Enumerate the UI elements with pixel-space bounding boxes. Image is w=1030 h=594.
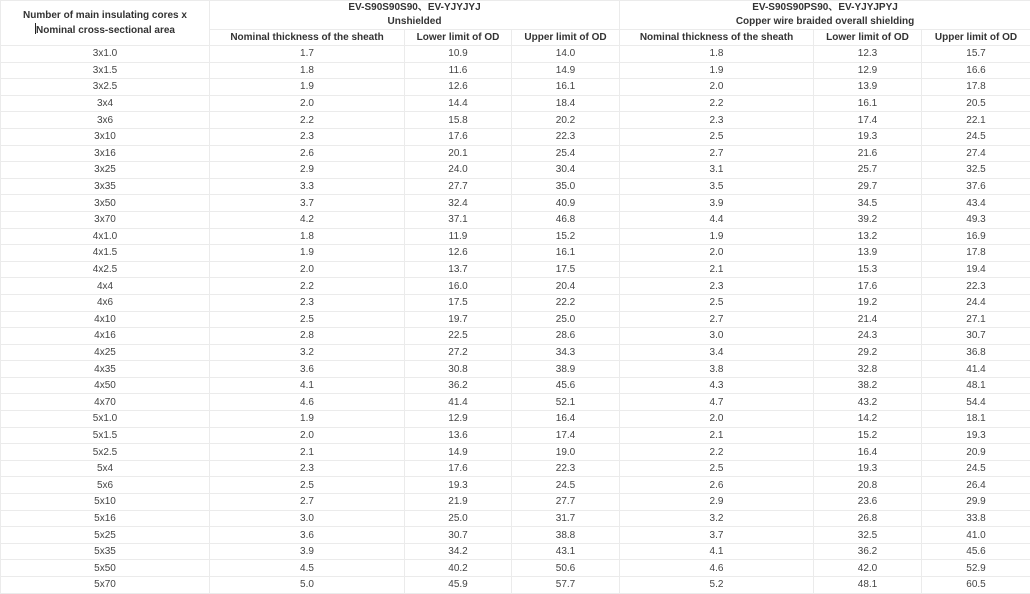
unshielded-upper-od-cell: 22.2: [512, 294, 620, 311]
unshielded-thickness-cell: 2.2: [210, 112, 405, 129]
unshielded-thickness-cell: 1.7: [210, 46, 405, 63]
table-row: [1, 394, 1030, 411]
core-area-cell: 4x1.5: [1, 245, 210, 262]
unshielded-thickness-cell: 5.0: [210, 577, 405, 594]
unshielded-lower-od-cell: 24.0: [405, 162, 512, 179]
unshielded-upper-od-cell: 16.1: [512, 79, 620, 96]
unshielded-thickness-cell: 2.3: [210, 128, 405, 145]
core-area-cell: 4x1.0: [1, 228, 210, 245]
core-area-cell: 4x2.5: [1, 261, 210, 278]
shielded-thickness-cell: 1.9: [620, 228, 814, 245]
unshielded-lower-od-cell: 32.4: [405, 195, 512, 212]
shielded-thickness-cell: 3.4: [620, 344, 814, 361]
unshielded-upper-od-cell: 43.1: [512, 543, 620, 560]
shielded-upper-od-cell: 30.7: [922, 328, 1030, 345]
shielded-lower-od-cell: 36.2: [814, 543, 922, 560]
unshielded-upper-od-cell: 40.9: [512, 195, 620, 212]
core-header-line2: Nominal cross-sectional area: [36, 25, 175, 36]
core-area-cell: 5x70: [1, 577, 210, 594]
table-row: [1, 128, 1030, 145]
unshielded-upper-od-cell: 24.5: [512, 477, 620, 494]
unshielded-lower-od-cell: 27.2: [405, 344, 512, 361]
table-row: [1, 527, 1030, 544]
core-area-cell: 5x4: [1, 460, 210, 477]
shielded-lower-od-cell: 23.6: [814, 494, 922, 511]
shielded-thickness-cell: 2.7: [620, 311, 814, 328]
unshielded-lower-od-cell: 21.9: [405, 494, 512, 511]
unshielded-thickness-cell: 2.5: [210, 311, 405, 328]
unshielded-thickness-cell: 2.5: [210, 477, 405, 494]
shielded-lower-od-cell: 15.2: [814, 427, 922, 444]
unshielded-upper-od-cell: 30.4: [512, 162, 620, 179]
unshielded-upper-od-cell: 18.4: [512, 95, 620, 112]
shielded-upper-od-cell: 60.5: [922, 577, 1030, 594]
core-area-cell: 5x1.0: [1, 411, 210, 428]
unshielded-lower-od-cell: 19.3: [405, 477, 512, 494]
shielded-lower-od-cell: 25.7: [814, 162, 922, 179]
unshielded-model-names: EV-S90S90S90、EV-YJYJYJ: [210, 1, 619, 15]
unshielded-thickness-cell: 2.1: [210, 444, 405, 461]
table-row: [1, 311, 1030, 328]
unshielded-upper-od-header: Upper limit of OD: [512, 30, 620, 46]
table-row: [1, 510, 1030, 527]
shielded-label: Copper wire braided overall shielding: [620, 15, 1030, 29]
shielded-upper-od-cell: 41.4: [922, 361, 1030, 378]
shielded-lower-od-cell: 21.4: [814, 311, 922, 328]
unshielded-thickness-cell: 4.2: [210, 211, 405, 228]
unshielded-upper-od-cell: 27.7: [512, 494, 620, 511]
unshielded-upper-od-cell: 20.2: [512, 112, 620, 129]
unshielded-thickness-cell: 3.7: [210, 195, 405, 212]
shielded-group-header: [620, 1, 1030, 30]
unshielded-upper-od-cell: 20.4: [512, 278, 620, 295]
unshielded-thickness-cell: 1.9: [210, 79, 405, 96]
shielded-upper-od-cell: 17.8: [922, 79, 1030, 96]
shielded-thickness-cell: 1.8: [620, 46, 814, 63]
unshielded-upper-od-cell: 17.4: [512, 427, 620, 444]
shielded-lower-od-cell: 17.6: [814, 278, 922, 295]
shielded-lower-od-cell: 32.5: [814, 527, 922, 544]
unshielded-thickness-cell: 4.6: [210, 394, 405, 411]
table-header-row-groups: [1, 1, 1030, 30]
table-row: [1, 228, 1030, 245]
table-row: [1, 361, 1030, 378]
unshielded-thickness-cell: 2.3: [210, 460, 405, 477]
core-area-cell: 3x1.5: [1, 62, 210, 79]
shielded-upper-od-cell: 49.3: [922, 211, 1030, 228]
shielded-lower-od-cell: 14.2: [814, 411, 922, 428]
core-area-cell: 4x35: [1, 361, 210, 378]
table-row: [1, 112, 1030, 129]
core-area-cell: 5x6: [1, 477, 210, 494]
shielded-thickness-cell: 4.7: [620, 394, 814, 411]
core-area-cell: 5x35: [1, 543, 210, 560]
shielded-lower-od-cell: 34.5: [814, 195, 922, 212]
unshielded-group-header: [210, 1, 620, 30]
unshielded-upper-od-cell: 50.6: [512, 560, 620, 577]
shielded-lower-od-cell: 21.6: [814, 145, 922, 162]
unshielded-upper-od-cell: 16.1: [512, 245, 620, 262]
table-row: [1, 494, 1030, 511]
shielded-lower-od-cell: 19.3: [814, 460, 922, 477]
unshielded-thickness-cell: 2.8: [210, 328, 405, 345]
shielded-upper-od-cell: 27.1: [922, 311, 1030, 328]
shielded-lower-od-header: Lower limit of OD: [814, 30, 922, 46]
table-row: [1, 377, 1030, 394]
table-row: [1, 444, 1030, 461]
unshielded-thickness-cell: 2.6: [210, 145, 405, 162]
unshielded-lower-od-cell: 40.2: [405, 560, 512, 577]
shielded-thickness-cell: 2.0: [620, 245, 814, 262]
shielded-upper-od-cell: 54.4: [922, 394, 1030, 411]
shielded-thickness-cell: 2.5: [620, 128, 814, 145]
unshielded-thickness-cell: 1.8: [210, 62, 405, 79]
unshielded-upper-od-cell: 38.9: [512, 361, 620, 378]
shielded-thickness-cell: 2.2: [620, 444, 814, 461]
unshielded-upper-od-cell: 38.8: [512, 527, 620, 544]
table-row: [1, 577, 1030, 594]
table-row: [1, 543, 1030, 560]
shielded-thickness-cell: 4.6: [620, 560, 814, 577]
shielded-thickness-cell: 4.4: [620, 211, 814, 228]
unshielded-thickness-cell: 2.0: [210, 261, 405, 278]
shielded-upper-od-cell: 43.4: [922, 195, 1030, 212]
unshielded-lower-od-cell: 11.6: [405, 62, 512, 79]
core-area-cell: 3x1.0: [1, 46, 210, 63]
shielded-upper-od-cell: 20.9: [922, 444, 1030, 461]
table-body: [1, 46, 1030, 594]
shielded-lower-od-cell: 29.7: [814, 178, 922, 195]
unshielded-lower-od-header: Lower limit of OD: [405, 30, 512, 46]
table-row: [1, 477, 1030, 494]
unshielded-upper-od-cell: 46.8: [512, 211, 620, 228]
unshielded-thickness-cell: 3.0: [210, 510, 405, 527]
core-area-cell: 4x70: [1, 394, 210, 411]
unshielded-upper-od-cell: 28.6: [512, 328, 620, 345]
shielded-thickness-cell: 2.7: [620, 145, 814, 162]
core-area-cell: 5x50: [1, 560, 210, 577]
unshielded-upper-od-cell: 35.0: [512, 178, 620, 195]
table-row: [1, 294, 1030, 311]
unshielded-lower-od-cell: 22.5: [405, 328, 512, 345]
shielded-thickness-cell: 2.3: [620, 278, 814, 295]
shielded-upper-od-cell: 20.5: [922, 95, 1030, 112]
shielded-upper-od-cell: 22.1: [922, 112, 1030, 129]
shielded-lower-od-cell: 48.1: [814, 577, 922, 594]
shielded-upper-od-cell: 17.8: [922, 245, 1030, 262]
shielded-upper-od-cell: 15.7: [922, 46, 1030, 63]
unshielded-lower-od-cell: 15.8: [405, 112, 512, 129]
unshielded-thickness-cell: 1.8: [210, 228, 405, 245]
shielded-upper-od-cell: 32.5: [922, 162, 1030, 179]
shielded-thickness-cell: 2.5: [620, 294, 814, 311]
core-area-cell: 5x2.5: [1, 444, 210, 461]
shielded-thickness-cell: 4.1: [620, 543, 814, 560]
unshielded-lower-od-cell: 19.7: [405, 311, 512, 328]
shielded-thickness-cell: 5.2: [620, 577, 814, 594]
unshielded-lower-od-cell: 17.5: [405, 294, 512, 311]
shielded-thickness-cell: 2.3: [620, 112, 814, 129]
shielded-thickness-cell: 3.5: [620, 178, 814, 195]
shielded-thickness-cell: 2.1: [620, 261, 814, 278]
core-area-cell: 3x70: [1, 211, 210, 228]
table-row: [1, 560, 1030, 577]
shielded-lower-od-cell: 12.9: [814, 62, 922, 79]
core-area-cell: 5x10: [1, 494, 210, 511]
shielded-lower-od-cell: 12.3: [814, 46, 922, 63]
unshielded-lower-od-cell: 17.6: [405, 460, 512, 477]
unshielded-lower-od-cell: 30.7: [405, 527, 512, 544]
shielded-upper-od-cell: 29.9: [922, 494, 1030, 511]
shielded-upper-od-cell: 18.1: [922, 411, 1030, 428]
unshielded-upper-od-cell: 16.4: [512, 411, 620, 428]
shielded-model-names: EV-S90S90PS90、EV-YJYJPYJ: [620, 1, 1030, 15]
unshielded-thickness-cell: 3.3: [210, 178, 405, 195]
table-row: [1, 178, 1030, 195]
shielded-thickness-cell: 2.5: [620, 460, 814, 477]
unshielded-lower-od-cell: 13.7: [405, 261, 512, 278]
shielded-thickness-cell: 3.8: [620, 361, 814, 378]
core-area-cell: 3x50: [1, 195, 210, 212]
table-row: [1, 46, 1030, 63]
unshielded-lower-od-cell: 37.1: [405, 211, 512, 228]
shielded-thickness-cell: 3.2: [620, 510, 814, 527]
unshielded-thickness-cell: 4.1: [210, 377, 405, 394]
shielded-lower-od-cell: 19.3: [814, 128, 922, 145]
unshielded-upper-od-cell: 25.4: [512, 145, 620, 162]
shielded-thickness-cell: 2.0: [620, 411, 814, 428]
table-row: [1, 460, 1030, 477]
unshielded-thickness-header: Nominal thickness of the sheath: [210, 30, 405, 46]
shielded-upper-od-cell: 52.9: [922, 560, 1030, 577]
shielded-thickness-cell: 2.0: [620, 79, 814, 96]
unshielded-lower-od-cell: 12.9: [405, 411, 512, 428]
table-row: [1, 79, 1030, 96]
unshielded-lower-od-cell: 14.4: [405, 95, 512, 112]
unshielded-upper-od-cell: 22.3: [512, 128, 620, 145]
shielded-upper-od-cell: 26.4: [922, 477, 1030, 494]
shielded-thickness-cell: 3.1: [620, 162, 814, 179]
unshielded-lower-od-cell: 10.9: [405, 46, 512, 63]
shielded-lower-od-cell: 38.2: [814, 377, 922, 394]
shielded-thickness-cell: 3.0: [620, 328, 814, 345]
unshielded-thickness-cell: 4.5: [210, 560, 405, 577]
shielded-upper-od-cell: 36.8: [922, 344, 1030, 361]
shielded-upper-od-cell: 24.4: [922, 294, 1030, 311]
core-area-cell: 3x6: [1, 112, 210, 129]
table-row: [1, 162, 1030, 179]
core-area-cell: 3x25: [1, 162, 210, 179]
unshielded-upper-od-cell: 31.7: [512, 510, 620, 527]
shielded-thickness-cell: 2.2: [620, 95, 814, 112]
table-row: [1, 278, 1030, 295]
table-row: [1, 95, 1030, 112]
unshielded-upper-od-cell: 17.5: [512, 261, 620, 278]
unshielded-thickness-cell: 3.6: [210, 361, 405, 378]
shielded-lower-od-cell: 42.0: [814, 560, 922, 577]
unshielded-thickness-cell: 1.9: [210, 245, 405, 262]
shielded-upper-od-cell: 24.5: [922, 460, 1030, 477]
core-area-cell: 4x16: [1, 328, 210, 345]
unshielded-upper-od-cell: 22.3: [512, 460, 620, 477]
unshielded-thickness-cell: 3.9: [210, 543, 405, 560]
core-area-cell: 3x4: [1, 95, 210, 112]
unshielded-thickness-cell: 2.2: [210, 278, 405, 295]
table-row: [1, 427, 1030, 444]
shielded-lower-od-cell: 29.2: [814, 344, 922, 361]
unshielded-lower-od-cell: 30.8: [405, 361, 512, 378]
unshielded-lower-od-cell: 14.9: [405, 444, 512, 461]
shielded-lower-od-cell: 16.4: [814, 444, 922, 461]
shielded-upper-od-header: Upper limit of OD: [922, 30, 1030, 46]
shielded-upper-od-cell: 19.3: [922, 427, 1030, 444]
unshielded-upper-od-cell: 14.0: [512, 46, 620, 63]
shielded-thickness-cell: 1.9: [620, 62, 814, 79]
core-area-cell: 5x1.5: [1, 427, 210, 444]
table-row: [1, 145, 1030, 162]
unshielded-label: Unshielded: [210, 15, 619, 29]
shielded-lower-od-cell: 43.2: [814, 394, 922, 411]
unshielded-upper-od-cell: 52.1: [512, 394, 620, 411]
unshielded-lower-od-cell: 36.2: [405, 377, 512, 394]
core-area-cell: 4x4: [1, 278, 210, 295]
shielded-lower-od-cell: 19.2: [814, 294, 922, 311]
shielded-thickness-cell: 2.1: [620, 427, 814, 444]
core-area-cell: 3x2.5: [1, 79, 210, 96]
core-area-cell: 4x50: [1, 377, 210, 394]
shielded-upper-od-cell: 48.1: [922, 377, 1030, 394]
shielded-thickness-cell: 3.7: [620, 527, 814, 544]
shielded-thickness-cell: 2.6: [620, 477, 814, 494]
shielded-lower-od-cell: 17.4: [814, 112, 922, 129]
unshielded-lower-od-cell: 16.0: [405, 278, 512, 295]
unshielded-lower-od-cell: 17.6: [405, 128, 512, 145]
unshielded-lower-od-cell: 27.7: [405, 178, 512, 195]
shielded-thickness-header: Nominal thickness of the sheath: [620, 30, 814, 46]
shielded-lower-od-cell: 26.8: [814, 510, 922, 527]
shielded-lower-od-cell: 13.2: [814, 228, 922, 245]
unshielded-thickness-cell: 2.7: [210, 494, 405, 511]
table-row: [1, 261, 1030, 278]
shielded-lower-od-cell: 39.2: [814, 211, 922, 228]
unshielded-upper-od-cell: 57.7: [512, 577, 620, 594]
unshielded-lower-od-cell: 13.6: [405, 427, 512, 444]
shielded-upper-od-cell: 33.8: [922, 510, 1030, 527]
unshielded-lower-od-cell: 12.6: [405, 245, 512, 262]
unshielded-upper-od-cell: 25.0: [512, 311, 620, 328]
shielded-upper-od-cell: 27.4: [922, 145, 1030, 162]
shielded-lower-od-cell: 32.8: [814, 361, 922, 378]
unshielded-upper-od-cell: 45.6: [512, 377, 620, 394]
core-area-cell: 4x6: [1, 294, 210, 311]
unshielded-lower-od-cell: 20.1: [405, 145, 512, 162]
table-row: [1, 344, 1030, 361]
unshielded-upper-od-cell: 14.9: [512, 62, 620, 79]
unshielded-thickness-cell: 1.9: [210, 411, 405, 428]
shielded-upper-od-cell: 22.3: [922, 278, 1030, 295]
shielded-lower-od-cell: 15.3: [814, 261, 922, 278]
core-area-cell: 4x25: [1, 344, 210, 361]
table-row: [1, 245, 1030, 262]
shielded-lower-od-cell: 16.1: [814, 95, 922, 112]
core-area-cell: 5x16: [1, 510, 210, 527]
unshielded-thickness-cell: 2.0: [210, 427, 405, 444]
core-area-cell: 5x25: [1, 527, 210, 544]
shielded-lower-od-cell: 13.9: [814, 79, 922, 96]
table-row: [1, 328, 1030, 345]
table-row: [1, 62, 1030, 79]
unshielded-upper-od-cell: 19.0: [512, 444, 620, 461]
core-header-line1: Number of main insulating cores x: [1, 9, 209, 23]
core-area-cell: 4x10: [1, 311, 210, 328]
unshielded-lower-od-cell: 45.9: [405, 577, 512, 594]
shielded-thickness-cell: 2.9: [620, 494, 814, 511]
unshielded-thickness-cell: 2.9: [210, 162, 405, 179]
shielded-thickness-cell: 4.3: [620, 377, 814, 394]
table-row: [1, 211, 1030, 228]
unshielded-lower-od-cell: 41.4: [405, 394, 512, 411]
unshielded-lower-od-cell: 34.2: [405, 543, 512, 560]
unshielded-upper-od-cell: 15.2: [512, 228, 620, 245]
unshielded-lower-od-cell: 25.0: [405, 510, 512, 527]
shielded-lower-od-cell: 13.9: [814, 245, 922, 262]
core-area-cell: 3x35: [1, 178, 210, 195]
shielded-upper-od-cell: 45.6: [922, 543, 1030, 560]
unshielded-thickness-cell: 3.2: [210, 344, 405, 361]
core-area-cell: 3x10: [1, 128, 210, 145]
shielded-upper-od-cell: 24.5: [922, 128, 1030, 145]
shielded-upper-od-cell: 16.6: [922, 62, 1030, 79]
shielded-upper-od-cell: 16.9: [922, 228, 1030, 245]
shielded-upper-od-cell: 41.0: [922, 527, 1030, 544]
unshielded-upper-od-cell: 34.3: [512, 344, 620, 361]
unshielded-thickness-cell: 2.3: [210, 294, 405, 311]
unshielded-thickness-cell: 3.6: [210, 527, 405, 544]
unshielded-thickness-cell: 2.0: [210, 95, 405, 112]
core-area-cell: 3x16: [1, 145, 210, 162]
shielded-upper-od-cell: 37.6: [922, 178, 1030, 195]
unshielded-lower-od-cell: 12.6: [405, 79, 512, 96]
table-row: [1, 195, 1030, 212]
core-area-column-header: [1, 1, 210, 46]
shielded-thickness-cell: 3.9: [620, 195, 814, 212]
shielded-lower-od-cell: 20.8: [814, 477, 922, 494]
unshielded-lower-od-cell: 11.9: [405, 228, 512, 245]
table-row: [1, 411, 1030, 428]
shielded-lower-od-cell: 24.3: [814, 328, 922, 345]
shielded-upper-od-cell: 19.4: [922, 261, 1030, 278]
